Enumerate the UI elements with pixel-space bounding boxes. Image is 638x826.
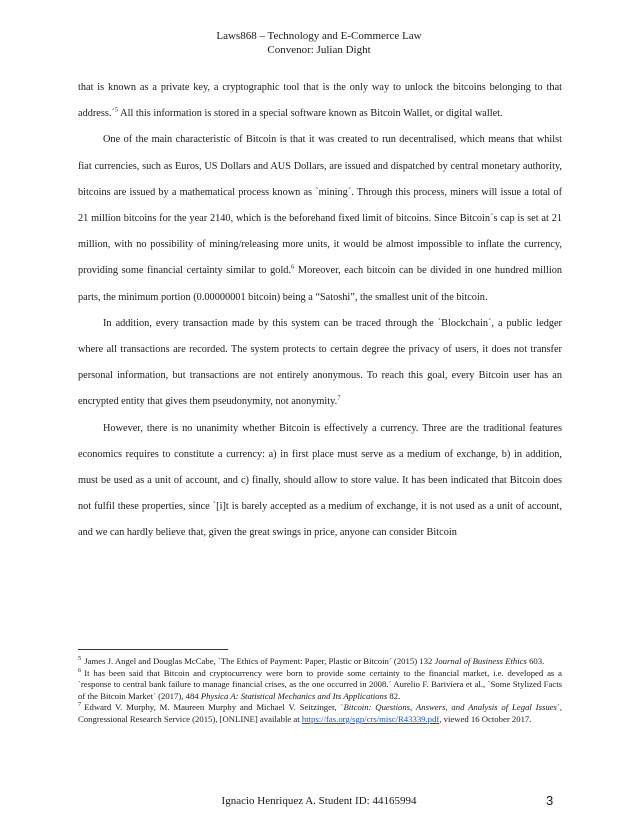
convenor-line: Convenor: Julian Dight — [267, 43, 371, 56]
footnote-ref-6[interactable]: 6 — [291, 264, 295, 271]
source-link[interactable]: https://fas.org/sgp/crs/misc/R43339.pdf — [301, 713, 440, 724]
footnote-7: $^7$ Edward V. Murphy, M. Maureen Murphy and Michael V. Seitzinger, `Bitcoin: Questions, Answers, and Analysis of Legal Issues´, Congressional Research Service (2015), [ONLINE] available at https://fas.org/sgp/crs/misc/R43339.pdf, viewed 16 October 2017. — [78, 701, 562, 724]
paragraph: One of the main characteristic of Bitcoin is that it was created to run decentralised, which means that whilst fiat currencies, such as Euros, US Dollars and AUS Dollars, are issued and dispatched by central monetary authority, bitcoins are issued by a mathematical process known as `mining´. Through this process, miners will issue a total of 21 million bitcoins for the year 2140, which is the beforehand fixed limit of bitcoins. Since Bitcoin´s cap is set at 21 million, with no possibility of mining/releasing more units, it would be almost impossible to inflate the currency, providing some financial certainty similar to gold.$^6$ Moreover, each bitcoin can be divided in one hundred million parts, the minimum portion (0.00000001 bitcoin) being a “Satoshi”, the smallest unit of the bitcoin. — [78, 134, 562, 303]
paragraph: However, there is no unanimity whether Bitcoin is effectively a currency. Three are the traditional features economics requires to constitute a currency: a) in first place must serve as a medium of exchange, b) in addition, must be used as a unit of account, and c) finally, should allow to store value. It has been indicated that Bitcoin does not fulfil these properties, since `[i]t is barely accepted as a medium of exchange, it is not used as a unit of account, and we can hardly believe that, given the great swings in price, anyone can consider Bitcoin — [78, 422, 562, 539]
page-header — [0, 30, 638, 57]
paragraph: In addition, every transaction made by this system can be traced through the `Blockchain´, a public ledger where all transactions are recorded. The system protects to certain degree the privacy of users, it does not transfer personal information, but transactions are not entirely anonymous. To reach this goal, every Bitcoin user has an encrypted entity that gives them pseudonymity, not anonymity.$^7$ — [78, 317, 562, 408]
body-text — [78, 75, 562, 547]
page-number: 3 — [546, 793, 554, 808]
course-title: Laws868 – Technology and E-Commerce Law — [216, 30, 422, 42]
footnote-divider — [78, 649, 228, 650]
footnotes — [78, 656, 562, 726]
paragraph: that is known as a private key, a cryptographic tool that is the only way to unlock the bitcoins belonging to that address.´$^5$ All this information is stored in a special software known as Bitcoin Wallet, or digital wallet. — [78, 82, 562, 120]
footer-author: Ignacio Henriquez A. Student ID: 44165994 — [221, 795, 417, 807]
footnote-5: $^5$ James J. Angel and Douglas McCabe, `The Ethics of Payment: Paper, Plastic or Bitcoin´ (2015) 132 Journal of Business Ethics 603. — [78, 655, 545, 666]
footnote-ref-5[interactable]: 5 — [114, 106, 119, 114]
footnote-ref-7[interactable]: 7 — [337, 395, 341, 403]
footnote-6: $^6$ It has been said that Bitcoin and cryptocurrency were born to provide some certainty to the financial market, i.e. developed as a `response to central bank failure to manage financial crises, as the one occurred in 2008.´ Aurelio F. Bariviera et al., `Some Stylized Facts of the Bitcoin Market´ (2017), 484 Physica A: Statistical Mechanics and Its Applications 82. — [78, 666, 562, 701]
